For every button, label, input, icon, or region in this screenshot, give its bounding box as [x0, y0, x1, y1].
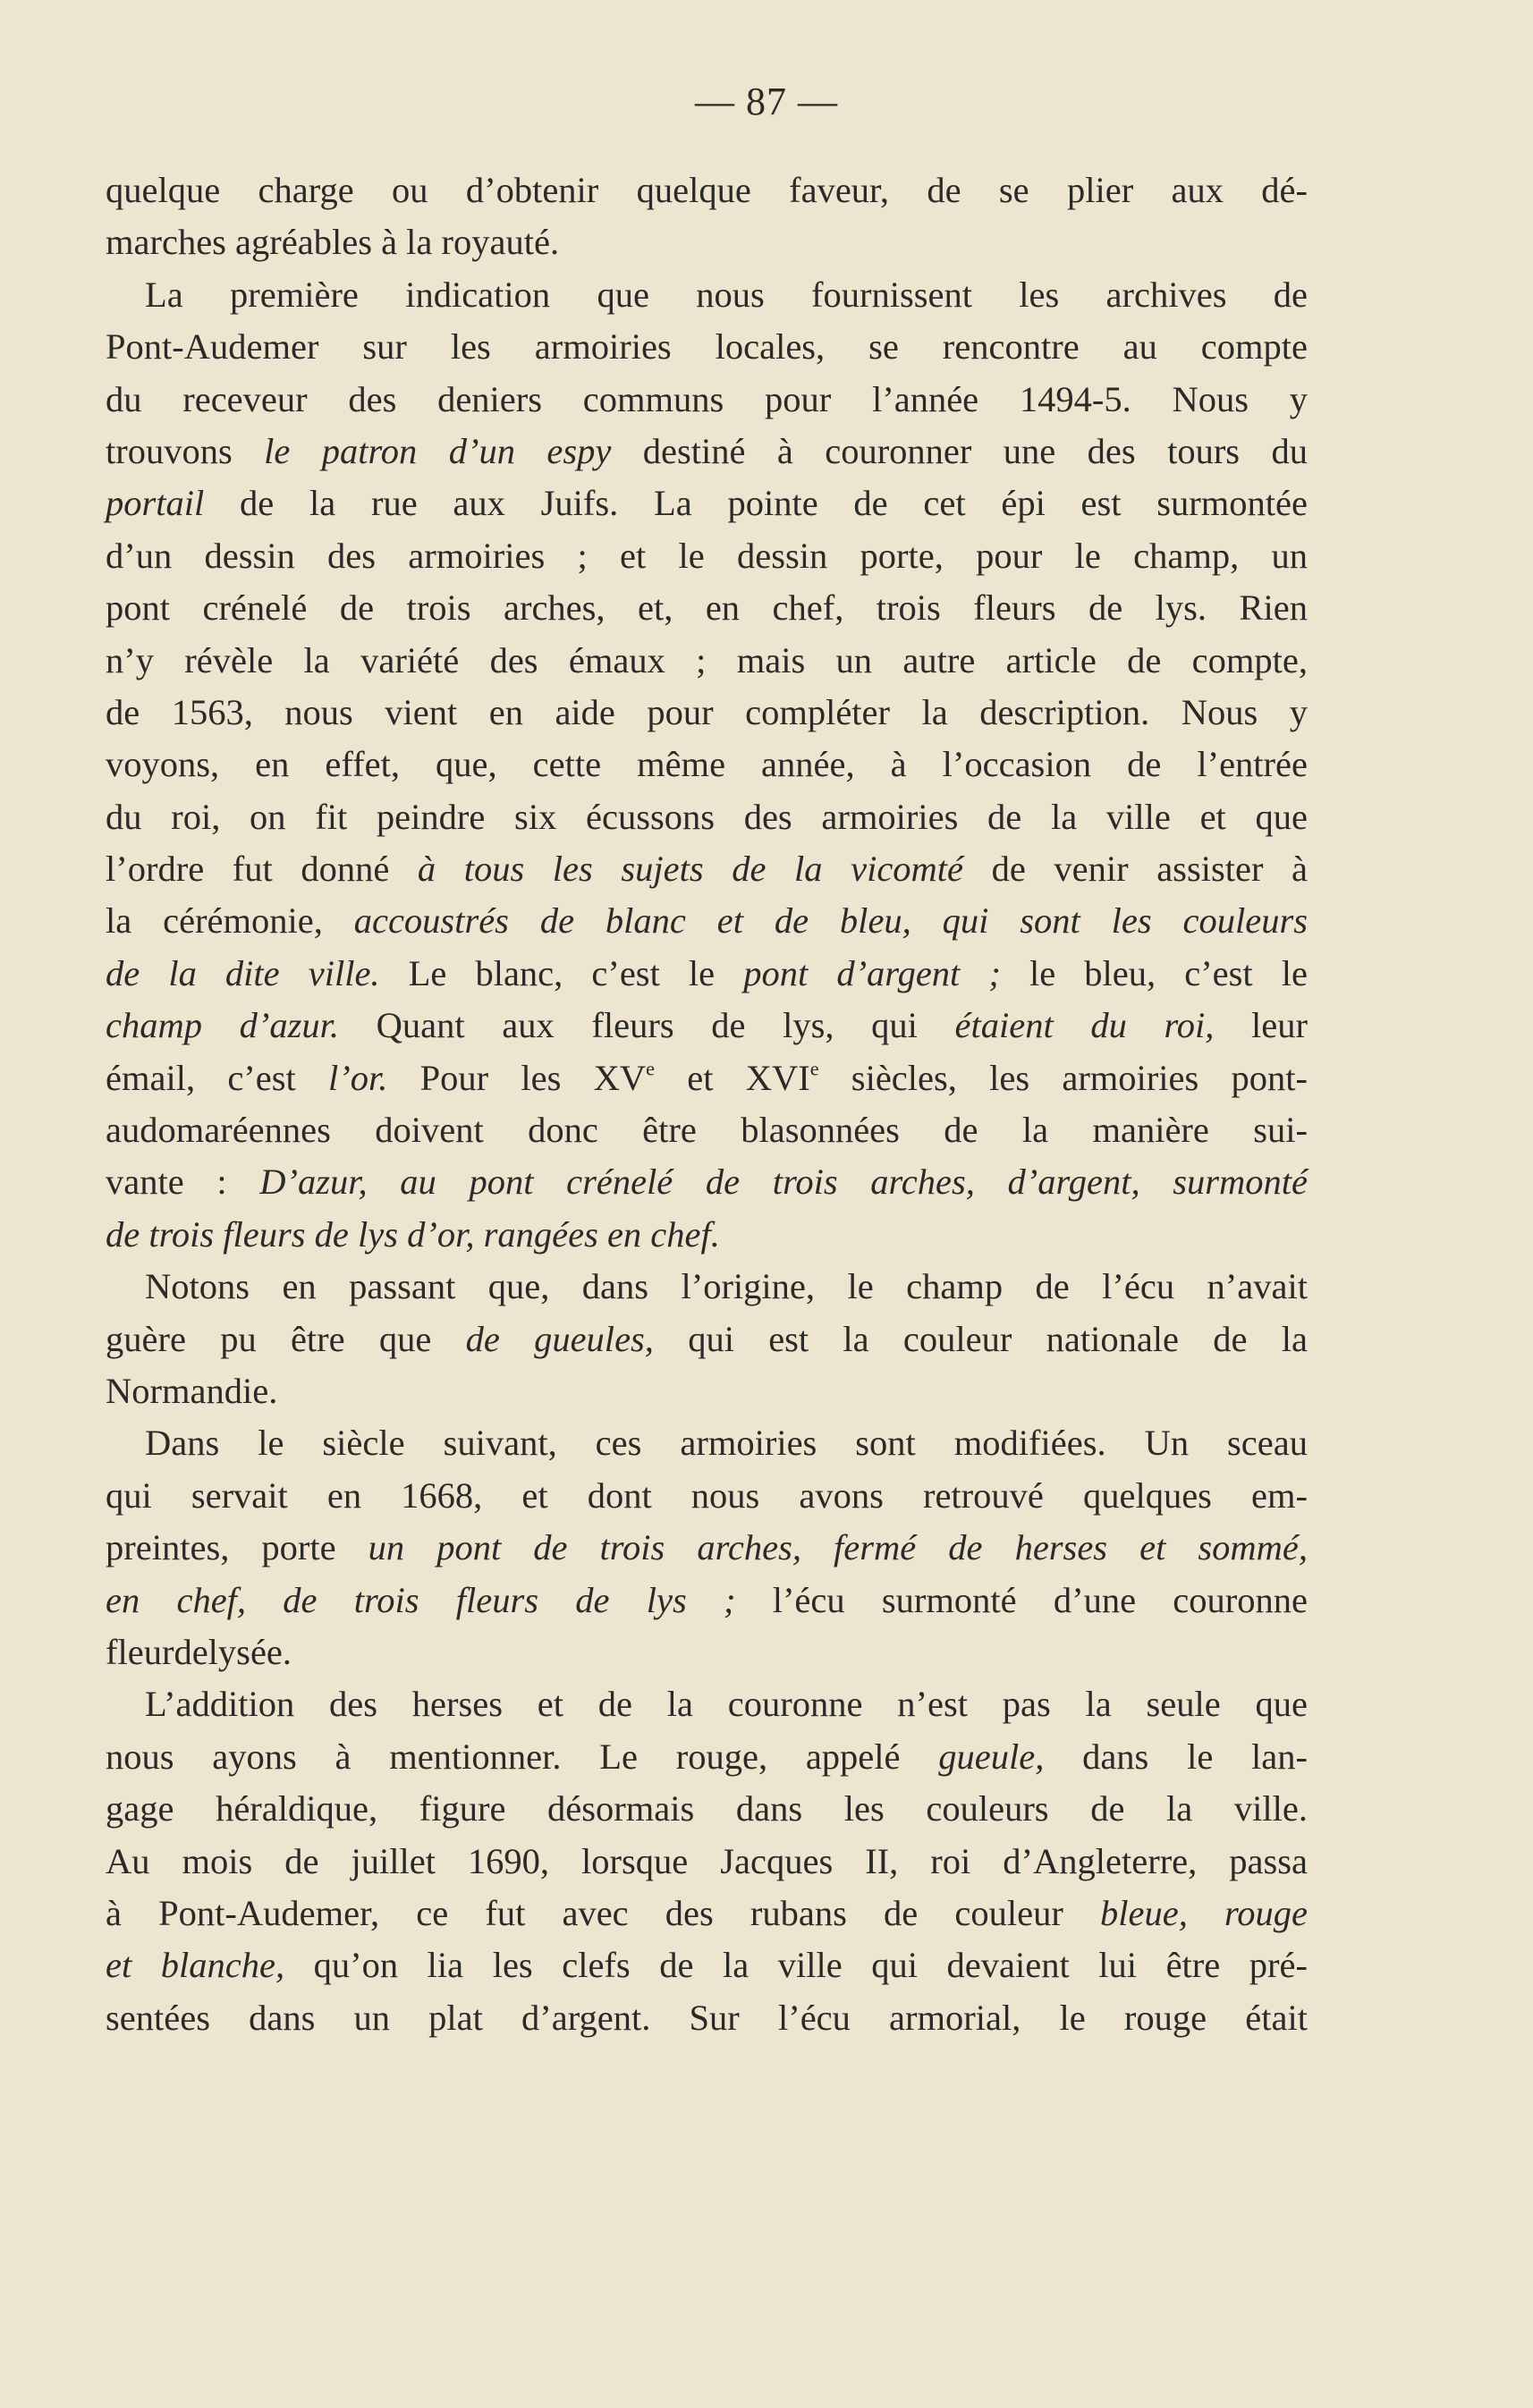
- text-line: guère pu être que de gueules, qui est la couleur nationale de la: [106, 1318, 1308, 1359]
- italic-phrase: de la dite ville.: [106, 952, 380, 993]
- italic-phrase: bleue, rouge: [1100, 1892, 1308, 1933]
- text-line: preintes, porte un pont de trois arches, fermé de herses et sommé,: [106, 1527, 1308, 1568]
- italic-phrase: de trois fleurs de lys d’or, rangées en chef.: [106, 1213, 720, 1255]
- text-line: trouvons le patron d’un espy destiné à couronner une des tours du: [106, 430, 1308, 471]
- italic-phrase: portail: [106, 483, 205, 524]
- text-line: de 1563, nous vient en aide pour compléter la description. Nous y: [106, 691, 1308, 732]
- italic-phrase: un pont de trois arches, fermé de herses et sommé,: [368, 1527, 1308, 1568]
- text-line: d’un dessin des armoiries ; et le dessin porte, pour le champ, un: [106, 535, 1308, 576]
- text-line: voyons, en effet, que, cette même année, à l’occasion de l’entrée: [106, 744, 1308, 785]
- text-line: du receveur des deniers communs pour l’année 1494-5. Nous y: [106, 378, 1308, 419]
- text-line: quelque charge ou d’obtenir quelque faveur, de se plier aux dé-: [106, 170, 1308, 210]
- text-line: n’y révèle la variété des émaux ; mais un autre article de compte,: [106, 639, 1308, 680]
- paragraph-start-line: Notons en passant que, dans l’origine, le champ de l’écu n’avait: [145, 1266, 1308, 1307]
- paragraph-start-line: La première indication que nous fournissent les archives de: [145, 274, 1308, 315]
- italic-phrase: accoustrés de blanc et de bleu, qui sont les couleurs: [353, 900, 1308, 942]
- text-line: pont crénelé de trois arches, et, en chef, trois fleurs de lys. Rien: [106, 587, 1308, 629]
- text-line: de la dite ville. Le blanc, c’est le pont d’argent ; le bleu, c’est le: [106, 952, 1308, 993]
- text-line: Pont-Audemer sur les armoiries locales, se rencontre au compte: [106, 326, 1308, 368]
- text-line: Normandie.: [106, 1370, 278, 1411]
- text-line: et blanche, qu’on lia les clefs de la ville qui devaient lui être pré-: [106, 1945, 1308, 1986]
- italic-phrase: champ d’azur.: [106, 1005, 340, 1046]
- italic-phrase: pont d’argent ;: [743, 952, 1001, 993]
- text-line: qui servait en 1668, et dont nous avons retrouvé quelques em-: [106, 1474, 1308, 1516]
- text-line: marches agréables à la royauté.: [106, 222, 560, 263]
- italic-phrase: D’azur, au pont crénelé de trois arches, d’argent, surmonté: [259, 1162, 1308, 1203]
- italic-phrase: le patron d’un espy: [264, 430, 612, 471]
- italic-phrase: étaient du roi,: [954, 1005, 1215, 1046]
- italic-phrase: en chef, de trois fleurs de lys ;: [106, 1579, 736, 1620]
- text-line: Au mois de juillet 1690, lorsque Jacques II, roi d’Angleterre, passa: [106, 1840, 1308, 1881]
- page-number: — 87 —: [695, 80, 838, 123]
- text-line: du roi, on fit peindre six écussons des armoiries de la ville et que: [106, 796, 1308, 837]
- italic-phrase: et blanche,: [106, 1945, 285, 1986]
- text-line: portail de la rue aux Juifs. La pointe de cet épi est surmontée: [106, 483, 1308, 524]
- text-line: à Pont-Audemer, ce fut avec des rubans de couleur bleue, rouge: [106, 1892, 1308, 1933]
- text-line: la cérémonie, accoustrés de blanc et de bleu, qui sont les couleurs: [106, 900, 1308, 942]
- paragraph-start-line: L’addition des herses et de la couronne n’est pas la seule que: [145, 1684, 1308, 1725]
- superscript: e: [809, 1056, 819, 1079]
- text-line: en chef, de trois fleurs de lys ; l’écu surmonté d’une couronne: [106, 1579, 1308, 1620]
- italic-phrase: gueule,: [938, 1736, 1045, 1777]
- text-line: sentées dans un plat d’argent. Sur l’écu armorial, le rouge était: [106, 1997, 1308, 2038]
- text-line: nous ayons à mentionner. Le rouge, appelé gueule, dans le lan-: [106, 1736, 1308, 1777]
- paragraph-start-line: Dans le siècle suivant, ces armoiries sont modifiées. Un sceau: [145, 1423, 1308, 1464]
- text-line: gage héraldique, figure désormais dans les couleurs de la ville.: [106, 1788, 1308, 1829]
- italic-phrase: à tous les sujets de la vicomté: [417, 849, 964, 890]
- text-line: fleurdelysée.: [106, 1631, 292, 1672]
- text-line: émail, c’est l’or. Pour les XVe et XVIe siècles, les armoiries pont-: [106, 1056, 1309, 1098]
- body-text: [106, 165, 1308, 2044]
- text-line: champ d’azur. Quant aux fleurs de lys, qui étaient du roi, leur: [106, 1005, 1309, 1046]
- text-line: audomaréennes doivent donc être blasonnées de la manière sui-: [106, 1110, 1308, 1151]
- text-line: vante : D’azur, au pont crénelé de trois arches, d’argent, surmonté: [106, 1162, 1308, 1203]
- italic-phrase: l’or.: [328, 1057, 388, 1098]
- text-line: l’ordre fut donné à tous les sujets de la vicomté de venir assister à: [106, 849, 1308, 890]
- italic-phrase: de gueules,: [465, 1318, 654, 1359]
- superscript: e: [646, 1056, 655, 1079]
- text-line: [106, 1209, 1308, 1261]
